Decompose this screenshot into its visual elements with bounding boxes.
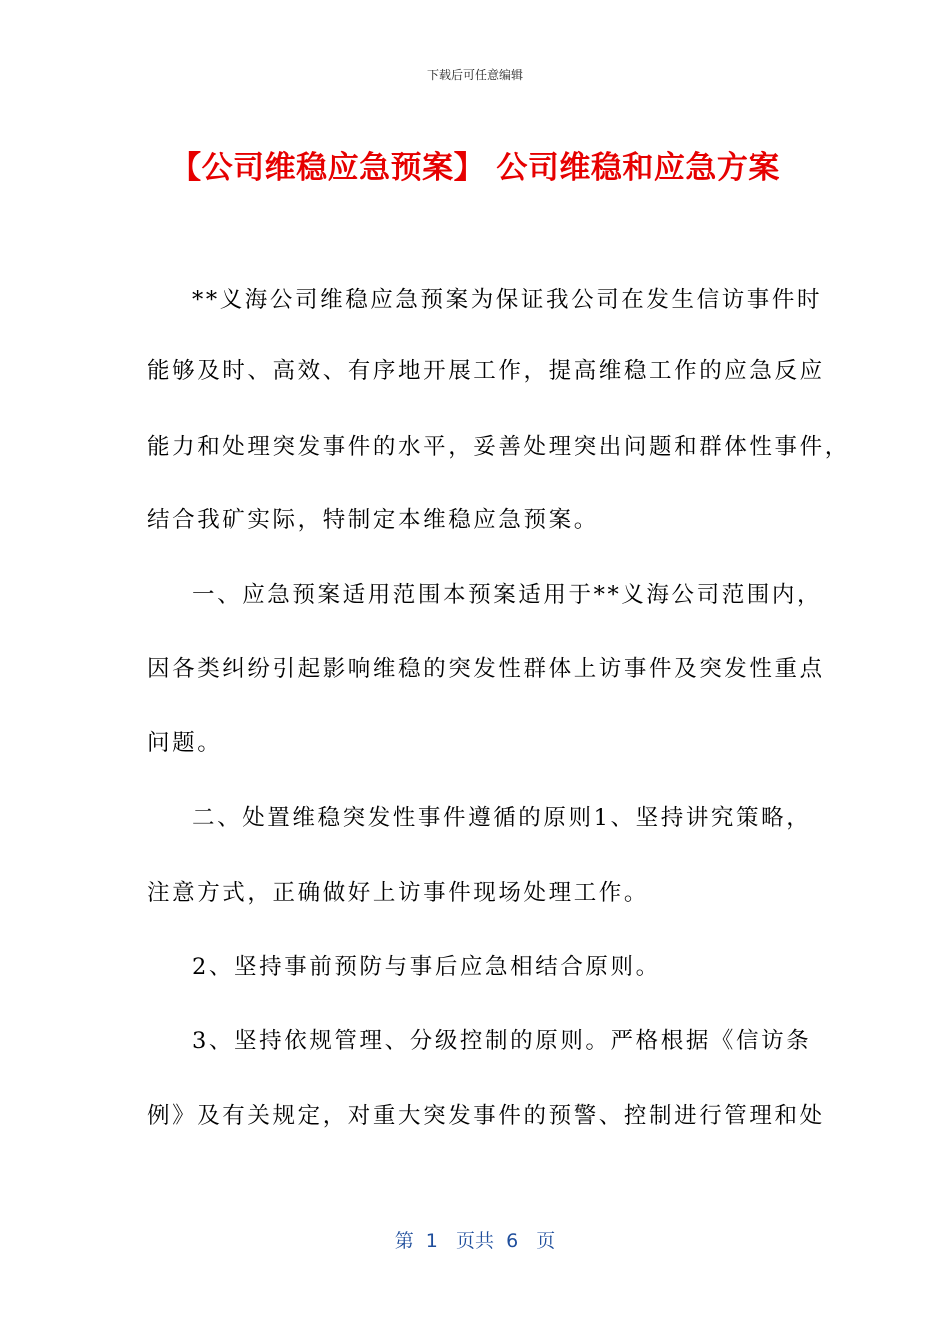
header-note: 下载后可任意编辑	[426, 68, 523, 82]
body-line: 问题。	[147, 730, 223, 756]
body-line: 二、处置维稳突发性事件遵循的原则1、坚持讲究策略，	[192, 805, 812, 831]
body-line: 例》及有关规定，对重大突发事件的预警、控制进行管理和处	[147, 1103, 825, 1129]
body-line: 2、坚持事前预防与事后应急相结合原则。	[192, 954, 661, 980]
document-title: 【公司维稳应急预案】 公司维稳和应急方案	[170, 150, 780, 186]
body-line: 3、坚持依规管理、分级控制的原则。严格根据《信访条	[192, 1028, 812, 1054]
body-line: 一、应急预案适用范围本预案适用于**义海公司范围内，	[192, 582, 823, 608]
body-line: 结合我矿实际，特制定本维稳应急预案。	[147, 507, 599, 533]
body-line: 注意方式，正确做好上访事件现场处理工作。	[147, 880, 650, 906]
body-line: 能够及时、高效、有序地开展工作，提高维稳工作的应急反应	[147, 358, 825, 384]
page-number-footer: 第 1 页共 6 页	[394, 1230, 556, 1252]
body-line: **义海公司维稳应急预案为保证我公司在发生信访事件时	[192, 287, 823, 313]
body-line: 能力和处理突发事件的水平，妥善处理突出问题和群体性事件，	[147, 434, 850, 460]
body-line: 因各类纠纷引起影响维稳的突发性群体上访事件及突发性重点	[147, 656, 825, 682]
